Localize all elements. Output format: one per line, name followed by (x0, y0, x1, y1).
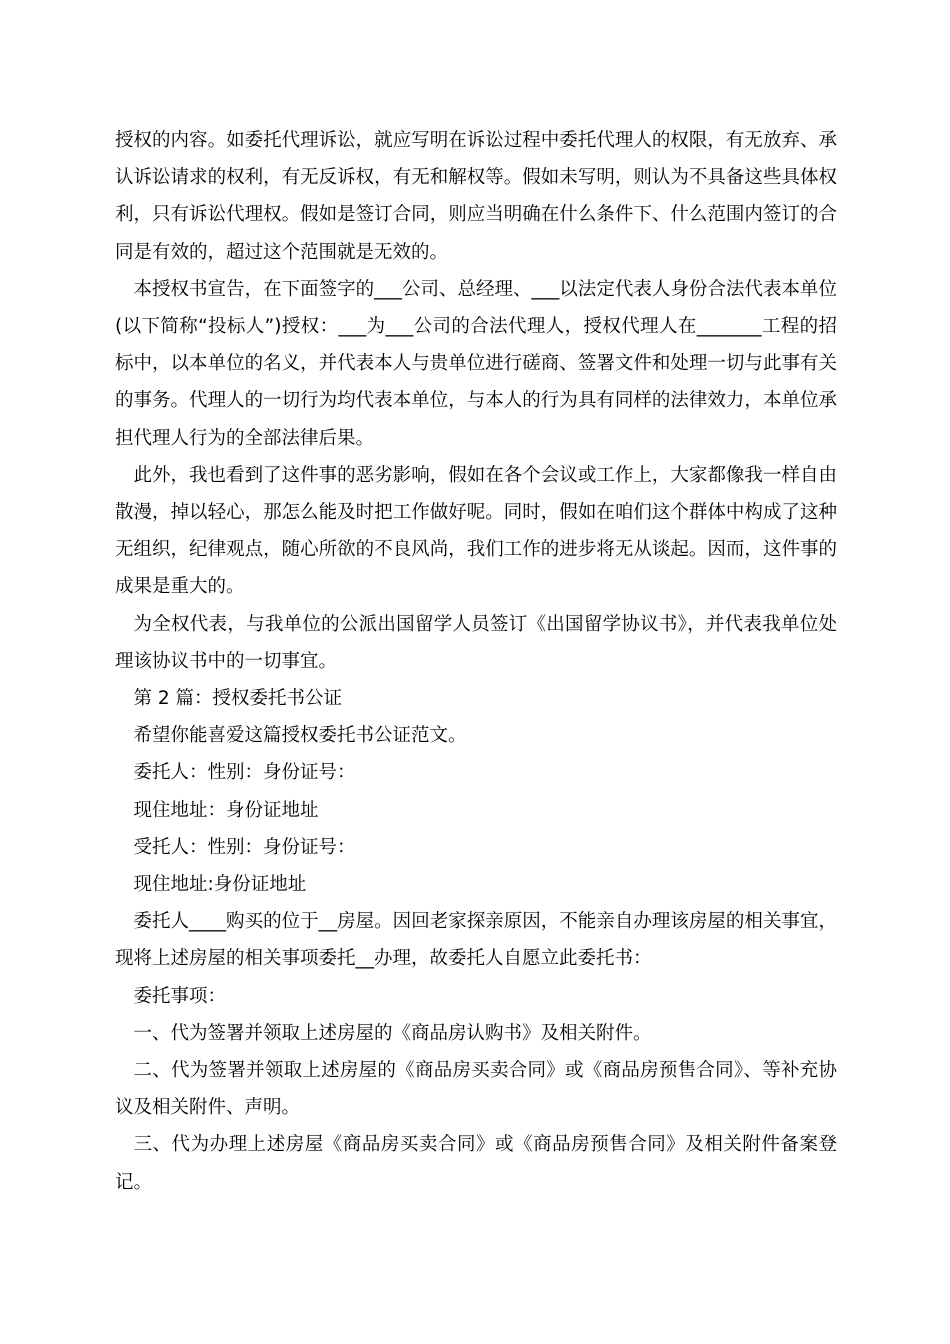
section-heading: 第 2 篇：授权委托书公证 (133, 688, 343, 710)
matter-item-3: 三、代为办理上述房屋《商品房买卖合同》或《商品房预售合同》及相关附件备案登记。 (115, 1134, 837, 1193)
paragraph-impact-statement: 此外，我也看到了这件事的恶劣影响，假如在各个会议或工作上，大家都像我一样自由散漫，掉以轻心，那怎么能及时把工作做好呢。同时，假如在咱们这个群体中构成了这种无组织，纪律观点，随心所欲的不良风尚，我们工作的进步将无从谈起。因而，这件事的成果是重大的。 (115, 464, 837, 598)
field-agent-address: 现住地址:身份证地址 (133, 874, 307, 896)
document-body (115, 122, 837, 1201)
matter-item-2: 二、代为签署并领取上述房屋的《商品房买卖合同》或《商品房预售合同》、等补充协议及相关附件、声明。 (115, 1060, 837, 1119)
entrusted-matters-heading: 委托事项： (133, 985, 227, 1007)
paragraph-authorization-scope: 授权的内容。如委托代理诉讼，就应写明在诉讼过程中委托代理人的权限，有无放弃、承认诉讼请求的权利，有无反诉权，有无和解权等。假如未写明，则认为不具备这些具体权利，只有诉讼代理权。假如是签订合同，则应当明确在什么条件下、什么范围内签订的合同是有效的，超过这个范围就是无效的。 (115, 130, 837, 263)
paragraph-intro: 希望你能喜爱这篇授权委托书公证范文。 (133, 725, 467, 747)
field-agent: 受托人：性别：身份证号： (133, 836, 356, 858)
paragraph-full-representative: 为全权代表，与我单位的公派出国留学人员签订《出国留学协议书》，并代表我单位处理该协议书中的一切事宜。 (115, 613, 837, 672)
field-principal: 委托人：性别：身份证号： (133, 762, 356, 784)
paragraph-authorization-declaration: 本授权书宣告，在下面签字的___公司、总经理、___以法定代表人身份合法代表本单位(以下简称“投标人”)授权：___为___公司的合法代理人，授权代理人在_______工程的招标中，以本单位的名义，并代表本人与贵单位进行磋商、签署文件和处理一切与此事有关的事务。代理人的一切行为均代表本单位，与本人的行为具有同样的法律效力，本单位承担代理人行为的全部法律后果。 (115, 278, 837, 449)
field-principal-address: 现住地址：身份证地址 (133, 799, 319, 821)
paragraph-entrustment: 委托人____购买的位于__房屋。因回老家探亲原因，不能亲自办理该房屋的相关事宜，现将上述房屋的相关事项委托__办理，故委托人自愿立此委托书： (115, 911, 837, 970)
matter-item-1: 一、代为签署并领取上述房屋的《商品房认购书》及相关附件。 (133, 1022, 652, 1044)
